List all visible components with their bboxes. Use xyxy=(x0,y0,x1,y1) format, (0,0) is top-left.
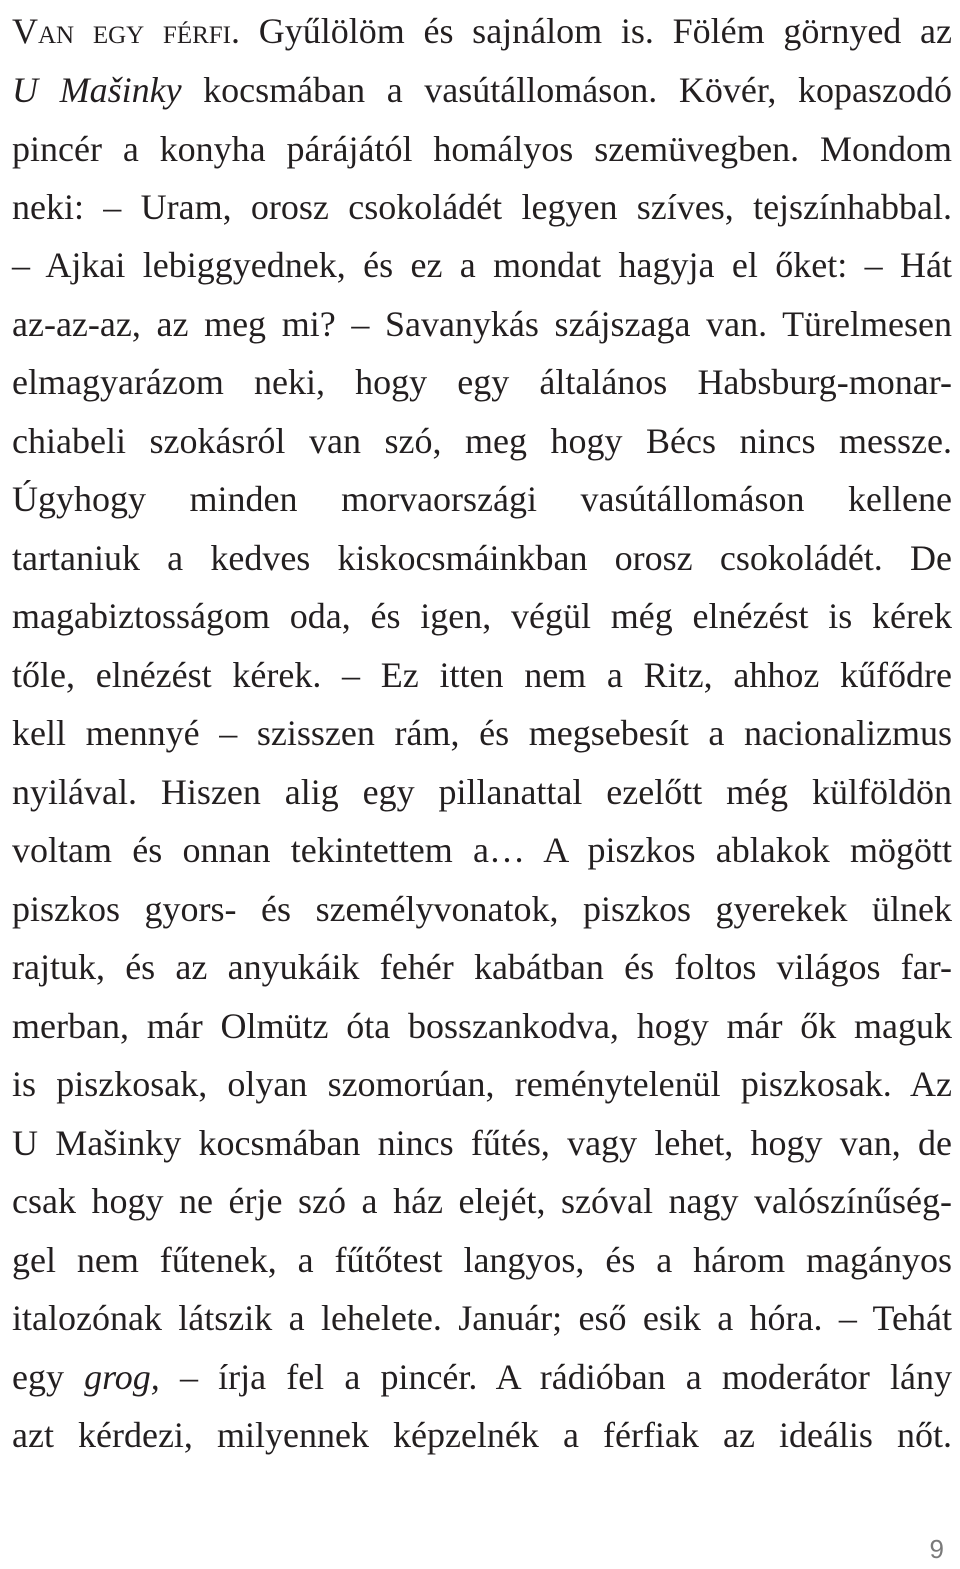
text-line-3: pincér a konyha párájától homályos szemüvegben. Mondom xyxy=(12,129,952,169)
text-line-1 xyxy=(12,2,952,60)
text-line-2 xyxy=(12,61,952,119)
text-line-9: Úgyhogy minden morvaországi vasútállomáson kellene xyxy=(12,479,952,519)
text-line-16: piszkos gyors- és személyvonatok, piszkos gyerekek ülnek xyxy=(12,889,952,929)
text-line-17: rajtuk, és az anyukáik fehér kabátban és foltos világos far- xyxy=(12,947,952,987)
text-line-22: gel nem fűtenek, a fűtőtest langyos, és a három magányos xyxy=(12,1240,952,1280)
text-line-20: U Mašinky kocsmában nincs fűtés, vagy lehet, hogy van, de xyxy=(12,1123,952,1163)
pub-name-italic: U Mašinky xyxy=(12,70,182,110)
text-line-7: elmagyarázom neki, hogy egy általános Habsburg-monar- xyxy=(12,362,952,402)
text-line-6: az-az-az, az meg mi? – Savanykás szájszaga van. Türelmesen xyxy=(12,304,952,344)
text-line-14: nyilával. Hiszen alig egy pillanattal ezelőtt még külföldön xyxy=(12,772,952,812)
line-24-pre: egy xyxy=(12,1357,85,1397)
line-2-text: kocsmában a vasútállomáson. Kövér, kopaszodó xyxy=(181,70,952,110)
opening-smallcaps: Van egy férfi. xyxy=(12,11,241,51)
text-line-18: merban, már Olmütz óta bosszankodva, hogy már ők maguk xyxy=(12,1006,952,1046)
text-line-15: voltam és onnan tekintettem a… A piszkos ablakok mögött xyxy=(12,830,952,870)
grog-italic: grog, xyxy=(84,1357,160,1397)
text-line-5: – Ajkai lebiggyednek, és ez a mondat hagyja el őket: – Hát xyxy=(12,245,952,285)
text-line-13: kell mennyé – szisszen rám, és megsebesít a nacionalizmus xyxy=(12,713,952,753)
text-line-4: neki: – Uram, orosz csokoládét legyen szíves, tejszínhabbal. xyxy=(12,187,952,227)
line-1-text: Gyűlölöm és sajnálom is. Fölém görnyed az xyxy=(240,11,952,51)
text-line-11: magabiztosságom oda, és igen, végül még elnézést is kérek xyxy=(12,596,952,636)
text-line-23: italozónak látszik a lehelete. Január; eső esik a hóra. – Tehát xyxy=(12,1298,952,1338)
line-24-text: – írja fel a pincér. A rádióban a moderátor lány xyxy=(159,1357,952,1397)
page-number: 9 xyxy=(929,1534,944,1564)
text-line-24 xyxy=(12,1348,952,1406)
text-line-8: chiabeli szokásról van szó, meg hogy Bécs nincs messze. xyxy=(12,421,952,461)
text-line-21: csak hogy ne érje szó a ház elejét, szóval nagy valószínűség- xyxy=(12,1181,952,1221)
text-line-10: tartaniuk a kedves kiskocsmáinkban orosz csokoládét. De xyxy=(12,538,952,578)
text-line-25: azt kérdezi, milyennek képzelnék a férfiak az ideális nőt. xyxy=(12,1415,952,1455)
text-line-12: tőle, elnézést kérek. – Ez itten nem a Ritz, ahhoz kűfődre xyxy=(12,655,952,695)
text-line-19: is piszkosak, olyan szomorúan, reménytelenül piszkosak. Az xyxy=(12,1064,952,1104)
